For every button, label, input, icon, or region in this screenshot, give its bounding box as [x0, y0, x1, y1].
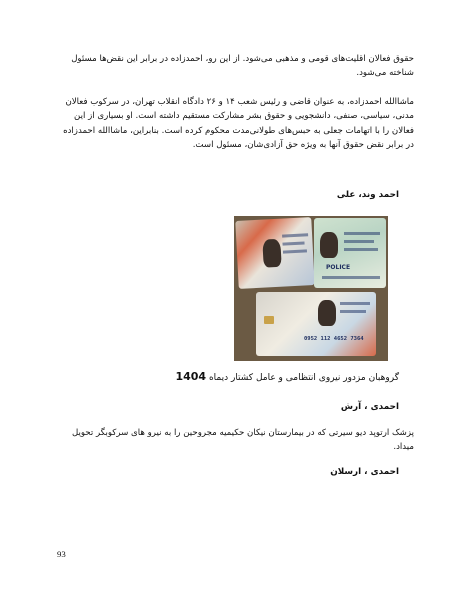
police-card	[314, 218, 386, 288]
caption-text: گروهبان مزدور نیروی انتظامی و عامل کشتار دیماه	[206, 373, 399, 383]
national-id-card	[256, 292, 376, 356]
person-heading-arash: احمدی ، آرش	[340, 402, 399, 412]
paragraph-ahmadzadeh: ماشاالله احمدزاده، به عنوان قاضی و رئیس شعب ۱۴ و ۲۶ دادگاه انقلاب تهران، در سرکوب فعالان مدنی، سیاسی، صنفی، دانشجویی و حقوق بشر مشارکت مستقیم داشته است. او بسیاری از این فعالان را با اتهامات جعلی به حبس‌های طولانی‌مدت محکوم کرده است. بنابراین، ماشاالله احمدزاده در برابر نقض حقوق آنها به ویژه حق آزادی‌شان، مسئول است.	[63, 97, 414, 151]
id-card-front	[235, 217, 314, 289]
person-heading-ahmadvand: احمد وند، علی	[336, 190, 399, 200]
paragraph-arash: پزشک ارتوپد دیو سیرتی که در بیمارستان نیکان حکیمیه مجروحین را به نیرو های سرکوبگر تحویل میداد.	[71, 428, 414, 453]
photo-caption	[0, 370, 399, 383]
paragraph-intro: حقوق فعالان اقلیت‌های قومی و مذهبی می‌شود. از این رو، احمدزاده در برابر این نقض‌ها مسئول شناخته می‌شود.	[71, 54, 414, 79]
page-number: 93	[57, 549, 66, 559]
card-chip	[264, 316, 274, 324]
police-card-label: POLICE	[326, 264, 351, 271]
person-heading-arsalan: احمدی ، ارسلان	[330, 467, 399, 477]
id-cards-photo	[234, 216, 388, 361]
card-number: 0952 112 4652 7364	[304, 336, 364, 342]
caption-year: 1404	[175, 370, 207, 383]
